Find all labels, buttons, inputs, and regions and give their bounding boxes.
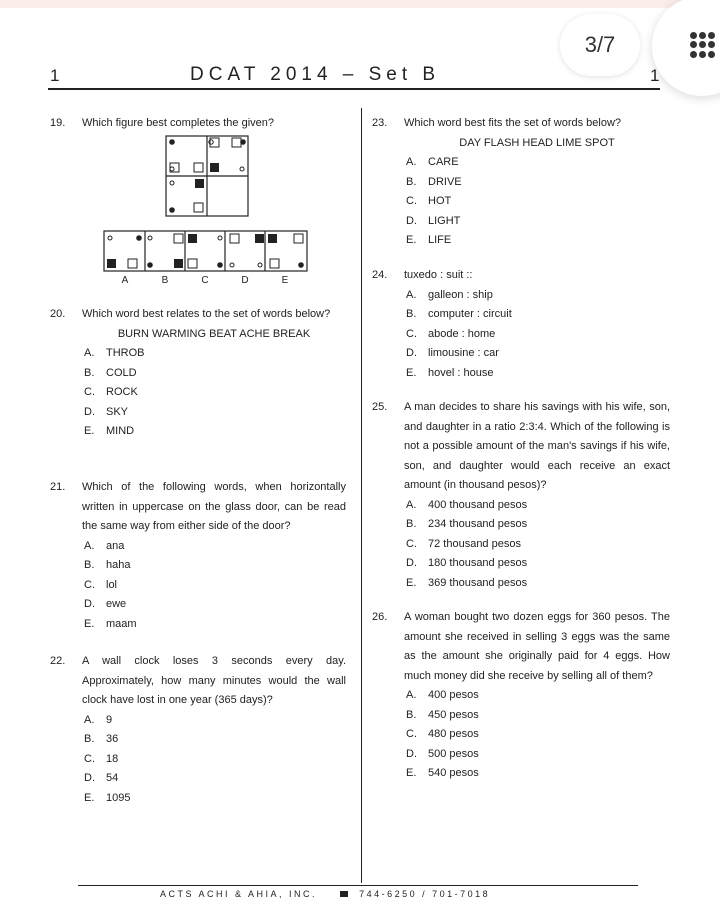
option-b[interactable]: B. 234 thousand pesos [406,518,528,530]
footer-phone: 744-6250 / 701-7018 [359,889,491,899]
option-b[interactable]: B. 36 [84,733,119,745]
word-set: DAY FLASH HEAD LIME SPOT [459,136,615,149]
question-number: 23. [372,117,388,129]
question-text: A man decides to share his savings with his wife, son, and daughter in a ratio 2:3:4. Which of the following is not a possible amount of the man's savings if his wife, son, and daughter would each receive an exact amount (in thousand pesos)? [404,401,670,491]
option-a[interactable]: A. ana [84,539,125,552]
option-a[interactable]: A. 9 [84,713,113,726]
question-number: 26. [372,611,388,623]
option-e[interactable]: E. MIND [84,425,135,437]
choice-label-a: A [121,275,129,286]
grid-dots-icon [690,32,716,58]
choice-label-c: C [201,275,209,286]
option-d[interactable]: D. 180 thousand pesos [406,557,528,569]
question-number: 19. [50,117,66,129]
question-text: A woman bought two dozen eggs for 360 pesos. The amount she received in selling 3 eggs was the same as the amount she originally paid for 4 eggs. How much money did she receive by selling all of them? [404,611,670,682]
page-indicator: 3/7 [560,14,640,76]
question-number: 21. [50,481,66,493]
option-c[interactable]: C. abode : home [406,327,496,340]
choice-label-e: E [281,275,289,286]
option-d[interactable]: D. LIGHT [406,214,461,227]
option-e[interactable]: E. hovel : house [406,366,494,379]
option-e[interactable]: E. 369 thousand pesos [406,576,528,589]
option-a[interactable]: A. THROB [84,347,145,359]
option-c[interactable]: C. 18 [84,752,119,765]
footer-rule [78,885,638,886]
option-c[interactable]: C. HOT [406,195,452,207]
question-text: Which word best fits the set of words below? [404,117,622,129]
option-c[interactable]: C. 480 pesos [406,728,479,740]
question-number: 22. [50,655,66,667]
question-21 [50,478,346,634]
option-b[interactable]: B. DRIVE [406,175,462,188]
question-number: 25. [372,401,388,413]
question-text: A wall clock loses 3 seconds every day. Approximately, how many minutes would the wall clock have lost in one year (365 days)? [82,655,346,706]
question-20 [50,305,346,442]
option-e[interactable]: E. maam [84,617,137,630]
question-24 [372,266,670,383]
option-c[interactable]: C. 72 thousand pesos [406,537,521,550]
question-text: Which figure best completes the given? [82,117,274,129]
word-set: BURN WARMING BEAT ACHE BREAK [117,327,311,340]
option-d[interactable]: D. 54 [84,772,119,784]
choice-label-b: B [161,275,169,286]
question-26 [372,608,670,784]
option-c[interactable]: C. ROCK [84,386,138,398]
choice-label-d: D [241,275,249,286]
option-b[interactable]: B. COLD [84,366,137,379]
option-d[interactable]: D. 500 pesos [406,747,479,760]
option-b[interactable]: B. 450 pesos [406,708,479,721]
question-text: Which word best relates to the set of words below? [82,308,331,320]
question-number: 24. [372,269,388,281]
option-a[interactable]: A. 400 thousand pesos [406,498,528,511]
option-d[interactable]: D. ewe [84,598,127,610]
option-e[interactable]: E. LIFE [406,234,452,246]
option-c[interactable]: C. lol [84,578,118,591]
option-e[interactable]: E. 1095 [84,791,131,804]
figure-19 [0,0,360,300]
question-22 [50,652,346,808]
question-text: tuxedo : suit :: [404,269,473,281]
option-e[interactable]: E. 540 pesos [406,767,479,779]
menu-button[interactable] [652,0,720,96]
option-d[interactable]: D. limousine : car [406,347,499,359]
given-figure-grid [166,136,248,216]
question-number: 20. [50,308,66,320]
question-23 [372,114,670,251]
column-divider [361,108,362,883]
footer [160,889,490,899]
option-b[interactable]: B. haha [84,559,131,571]
option-b[interactable]: B. computer : circuit [406,308,512,320]
option-a[interactable]: A. 400 pesos [406,689,479,701]
question-25 [372,398,670,593]
header-title: DCAT 2014 – Set B [190,64,441,85]
option-a[interactable]: A. CARE [406,156,459,168]
footer-company: ACTS ACHI & AHIA, INC. [160,889,318,899]
option-d[interactable]: D. SKY [84,405,129,418]
option-a[interactable]: A. galleon : ship [406,288,493,301]
question-text: Which of the following words, when horizontally written in uppercase on the glass door, can be read the same way from either side of the door? [82,481,346,532]
header-page-number-right: 1 [650,66,660,85]
phone-icon [340,891,348,897]
header-page-number-left: 1 [50,66,60,85]
